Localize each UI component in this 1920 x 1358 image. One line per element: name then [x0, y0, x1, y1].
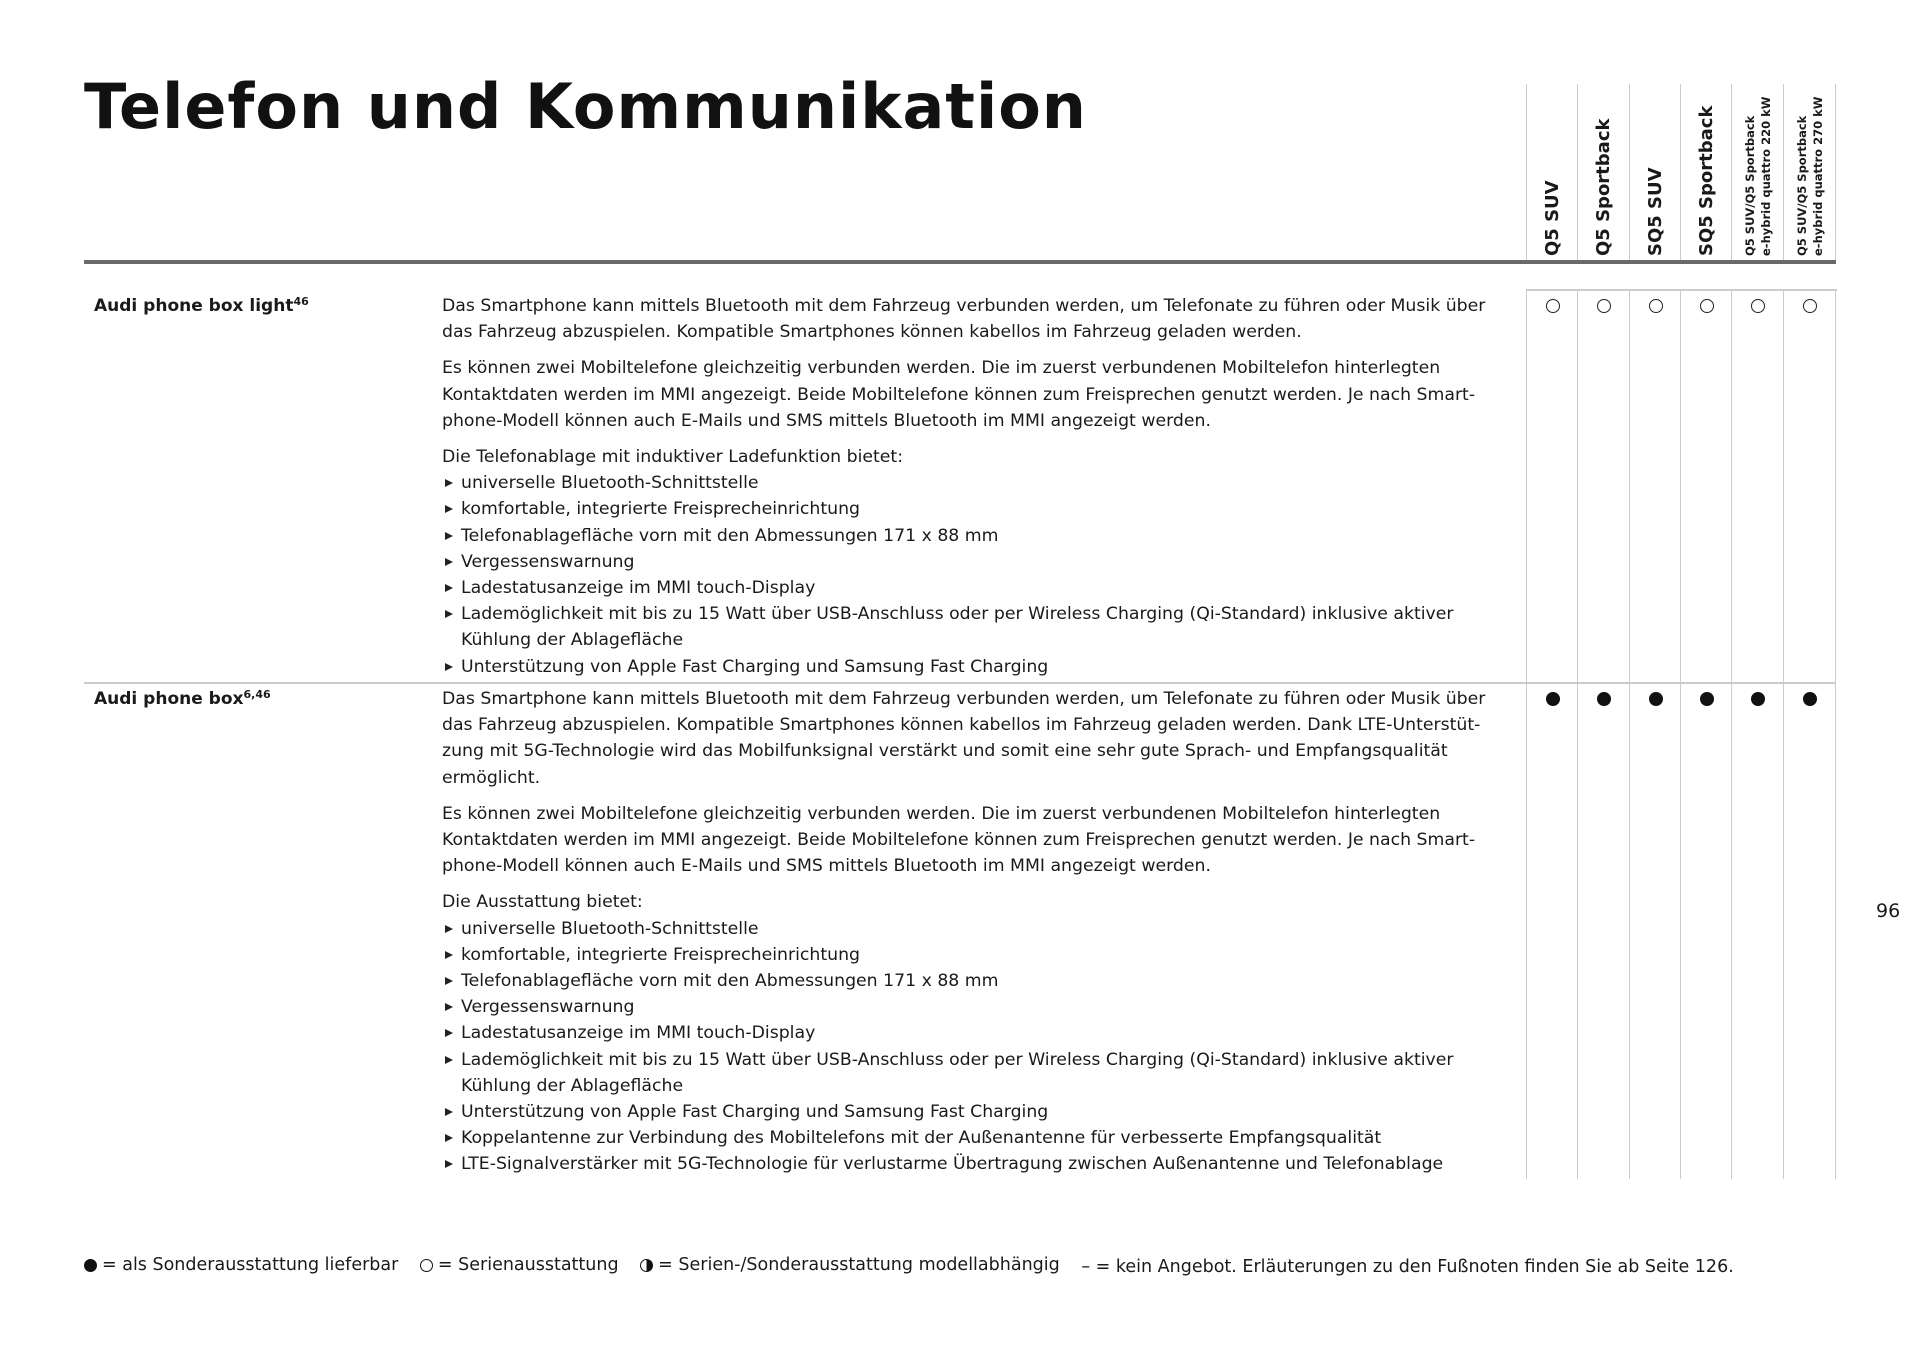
feature-name	[94, 688, 271, 709]
feature-list	[442, 470, 1502, 680]
text-line: LTE-Signalverstärker mit 5G-Technologie für verlustarme Übertragung zwischen Außenantenne und Telefonablage	[461, 1154, 1444, 1175]
feature-description	[442, 293, 1502, 680]
text-line: Kontaktdaten werden im MMI angezeigt. Beide Mobiltelefone können zum Freisprechen genutzt werden. Je nach Smart-	[442, 384, 1476, 405]
column-header	[1680, 84, 1732, 260]
open-circle-icon	[1597, 299, 1611, 313]
list-item	[442, 575, 1502, 601]
text-line: phone-Modell können auch E-Mails und SMS mittels Bluetooth im MMI angezeigt werden.	[442, 410, 1211, 431]
list-item	[442, 496, 1502, 522]
text-line: komfortable, integrierte Freisprecheinrichtung	[461, 944, 861, 965]
list-item	[442, 654, 1502, 680]
column-header-label: Q5 SUV/Q5 Sportback e-hybrid quattro 220 kW	[1742, 96, 1773, 256]
open-circle-icon	[1546, 299, 1560, 313]
legend-standard: = Serienausstattung	[437, 1255, 619, 1275]
feature-name	[94, 295, 309, 316]
column-header-label: Q5 SUV/Q5 Sportback e-hybrid quattro 270 kW	[1794, 96, 1825, 256]
description-paragraph	[442, 801, 1502, 880]
list-item	[442, 470, 1502, 496]
column-header	[1577, 84, 1629, 260]
availability-cell	[1577, 682, 1629, 1179]
availability-cell	[1526, 682, 1578, 1179]
text-line: Telefonablagefläche vorn mit den Abmessungen 171 x 88 mm	[461, 525, 999, 546]
text-line: Vergessenswarnung	[461, 551, 635, 572]
availability-cell	[1680, 682, 1732, 1179]
legend	[84, 1255, 1750, 1277]
feature-row	[84, 289, 1836, 682]
text-line: das Fahrzeug abzuspielen. Kompatible Smartphones können kabellos im Fahrzeug geladen werden.	[442, 322, 1302, 343]
half-circle-icon	[640, 1259, 653, 1272]
availability-cell	[1629, 289, 1681, 682]
list-item	[442, 994, 1502, 1020]
filled-circle-icon	[1751, 692, 1765, 706]
availability-cell	[1680, 289, 1732, 682]
column-header-sublabel: e-hybrid quattro 270 kW	[1810, 96, 1825, 256]
column-header	[1526, 84, 1578, 260]
column-header-label: SQ5 Sportback	[1695, 105, 1717, 256]
open-circle-icon	[1803, 299, 1817, 313]
list-item	[442, 523, 1502, 549]
text-line: zung mit 5G-Technologie wird das Mobilfunksignal verstärkt und somit eine sehr gute Sprach- und Empfangsqualität	[442, 741, 1448, 762]
text-line: Es können zwei Mobiltelefone gleichzeitig verbunden werden. Die im zuerst verbundenen Mobiltelefon hinterlegten	[442, 803, 1441, 824]
text-line: Das Smartphone kann mittels Bluetooth mit dem Fahrzeug verbunden werden, um Telefonate zu führen oder Musik über	[442, 689, 1486, 709]
list-item	[442, 968, 1502, 994]
filled-circle-icon	[1700, 692, 1714, 706]
feature-description	[442, 686, 1502, 1178]
text-line: universelle Bluetooth-Schnittstelle	[461, 473, 759, 494]
text-line: komfortable, integrierte Freisprecheinrichtung	[461, 499, 861, 520]
feature-row	[84, 682, 1836, 1179]
description-paragraph	[442, 686, 1502, 791]
feature-name-text: Audi phone box light	[94, 296, 294, 316]
filled-circle-icon	[84, 1259, 97, 1272]
text-line: Unterstützung von Apple Fast Charging und Samsung Fast Charging	[461, 1102, 1049, 1123]
text-line: Ladestatusanzeige im MMI touch-Display	[461, 578, 816, 599]
text-line: das Fahrzeug abzuspielen. Kompatible Smartphones können kabellos im Fahrzeug geladen werden. Dank LTE-Unterstüt-	[442, 715, 1481, 736]
feature-list	[442, 916, 1502, 1178]
filled-circle-icon	[1803, 692, 1817, 706]
list-item	[442, 601, 1502, 653]
availability-cell	[1577, 289, 1629, 682]
legend-model-dependent: = Serien-/Sonderausstattung modellabhängig	[658, 1255, 1060, 1275]
list-item	[442, 942, 1502, 968]
list-item	[442, 916, 1502, 942]
column-header-label: Q5 SUV	[1541, 180, 1563, 256]
column-header-label: SQ5 SUV	[1644, 167, 1666, 256]
description-paragraph	[442, 355, 1502, 434]
text-line: Die Telefonablage mit induktiver Ladefunktion bietet:	[442, 447, 904, 468]
list-item	[442, 1047, 1502, 1099]
filled-circle-icon	[1597, 692, 1611, 706]
text-line: Unterstützung von Apple Fast Charging und Samsung Fast Charging	[461, 656, 1049, 677]
availability-cell	[1731, 682, 1783, 1179]
column-header	[1783, 84, 1836, 260]
list-item	[442, 549, 1502, 575]
text-line: Koppelantenne zur Verbindung des Mobiltelefons mit der Außenantenne für verbesserte Empfangsqualität	[461, 1128, 1382, 1149]
list-item	[442, 1020, 1502, 1046]
text-line: Kühlung der Ablagefläche	[461, 630, 684, 651]
column-header	[1629, 84, 1681, 260]
open-circle-icon	[1649, 299, 1663, 313]
footnote-ref: 6,46	[243, 688, 271, 701]
list-item	[442, 1125, 1502, 1151]
column-header-label: Q5 Sportback	[1592, 118, 1614, 256]
text-line: Kontaktdaten werden im MMI angezeigt. Beide Mobiltelefone können zum Freisprechen genutzt werden. Je nach Smart-	[442, 830, 1476, 851]
text-line: phone-Modell können auch E-Mails und SMS mittels Bluetooth im MMI angezeigt werden.	[442, 856, 1211, 877]
text-line: Lademöglichkeit mit bis zu 15 Watt über USB-Anschluss oder per Wireless Charging (Qi-Standard) inklusive aktiver	[461, 604, 1454, 625]
filled-circle-icon	[1649, 692, 1663, 706]
text-line: Es können zwei Mobiltelefone gleichzeitig verbunden werden. Die im zuerst verbundenen Mobiltelefon hinterlegten	[442, 358, 1441, 379]
legend-none: – = kein Angebot. Erläuterungen zu den Fußnoten finden Sie ab Seite 126.	[1081, 1256, 1734, 1277]
text-line: universelle Bluetooth-Schnittstelle	[461, 918, 759, 939]
description-paragraph	[442, 444, 1502, 470]
open-circle-icon	[1751, 299, 1765, 313]
description-paragraph	[442, 293, 1502, 345]
header-divider	[84, 260, 1836, 264]
text-line: Das Smartphone kann mittels Bluetooth mit dem Fahrzeug verbunden werden, um Telefonate zu führen oder Musik über	[442, 296, 1486, 316]
open-circle-icon	[1700, 299, 1714, 313]
column-header	[1731, 84, 1783, 260]
feature-name-text: Audi phone box	[94, 689, 244, 709]
filled-circle-icon	[1546, 692, 1560, 706]
footnote-ref: 46	[293, 295, 309, 308]
availability-cell	[1783, 289, 1836, 682]
list-item	[442, 1099, 1502, 1125]
availability-cell	[1629, 682, 1681, 1179]
page-title: Telefon und Kommunikation	[84, 70, 1087, 143]
text-line: ermöglicht.	[442, 767, 541, 788]
text-line: Ladestatusanzeige im MMI touch-Display	[461, 1023, 816, 1044]
page-number: 96	[1876, 900, 1901, 922]
column-header-sublabel: e-hybrid quattro 220 kW	[1758, 96, 1773, 256]
availability-cell	[1783, 682, 1836, 1179]
text-line: Die Ausstattung bietet:	[442, 892, 643, 913]
availability-cell	[1526, 289, 1578, 682]
text-line: Vergessenswarnung	[461, 997, 635, 1018]
text-line: Telefonablagefläche vorn mit den Abmessungen 171 x 88 mm	[461, 971, 999, 992]
description-paragraph	[442, 889, 1502, 915]
list-item	[442, 1151, 1502, 1177]
legend-optional: = als Sonderausstattung lieferbar	[102, 1255, 399, 1275]
text-line: Lademöglichkeit mit bis zu 15 Watt über USB-Anschluss oder per Wireless Charging (Qi-Standard) inklusive aktiver	[461, 1049, 1454, 1070]
open-circle-icon	[420, 1259, 433, 1272]
availability-cell	[1731, 289, 1783, 682]
text-line: Kühlung der Ablagefläche	[461, 1075, 684, 1096]
